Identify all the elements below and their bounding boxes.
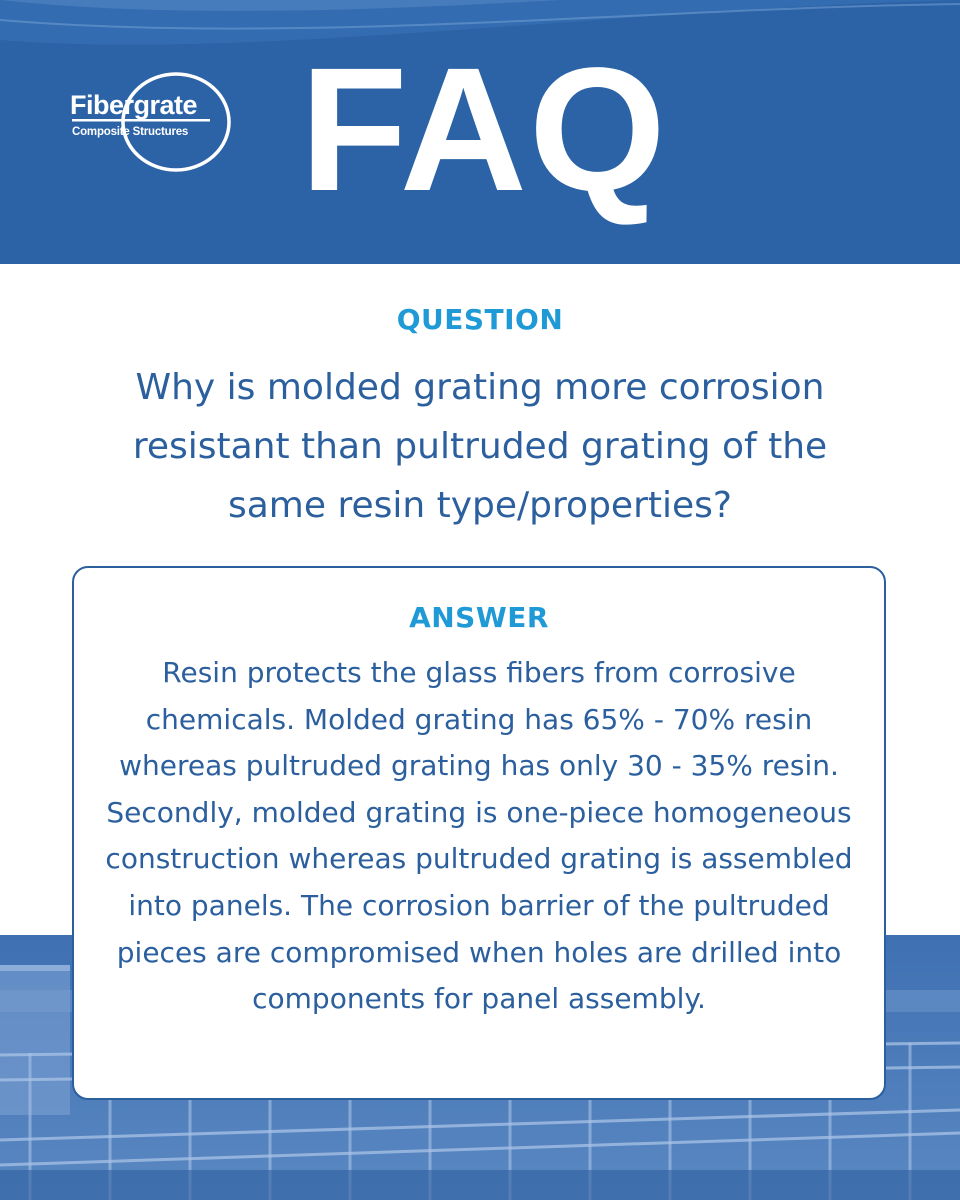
header-banner [0,0,960,264]
answer-card [72,566,886,1100]
page-title: FAQ [300,32,668,228]
answer-text: Resin protects the glass fibers from corrosive chemicals. Molded grating has 65% - 70% resin whereas pultruded grating has only 30 - 35% resin. Secondly, molded grating is one-piece homogeneous construction whereas pultruded grating is assembled into panels. The corrosion barrier of the pultruded pieces are compromised when holes are drilled into components for panel assembly. [105,656,853,1016]
fibergrate-logo[interactable] [64,70,232,174]
logo-tagline: Composite Structures [72,126,189,138]
question-label: QUESTION [396,303,564,336]
question-text: Why is molded grating more corrosion resistant than pultruded grating of the same resin type/properties? [132,367,828,526]
logo-name: Fibergrate [70,90,198,120]
logo-circle-icon [64,70,232,174]
answer-label: ANSWER [409,601,549,634]
